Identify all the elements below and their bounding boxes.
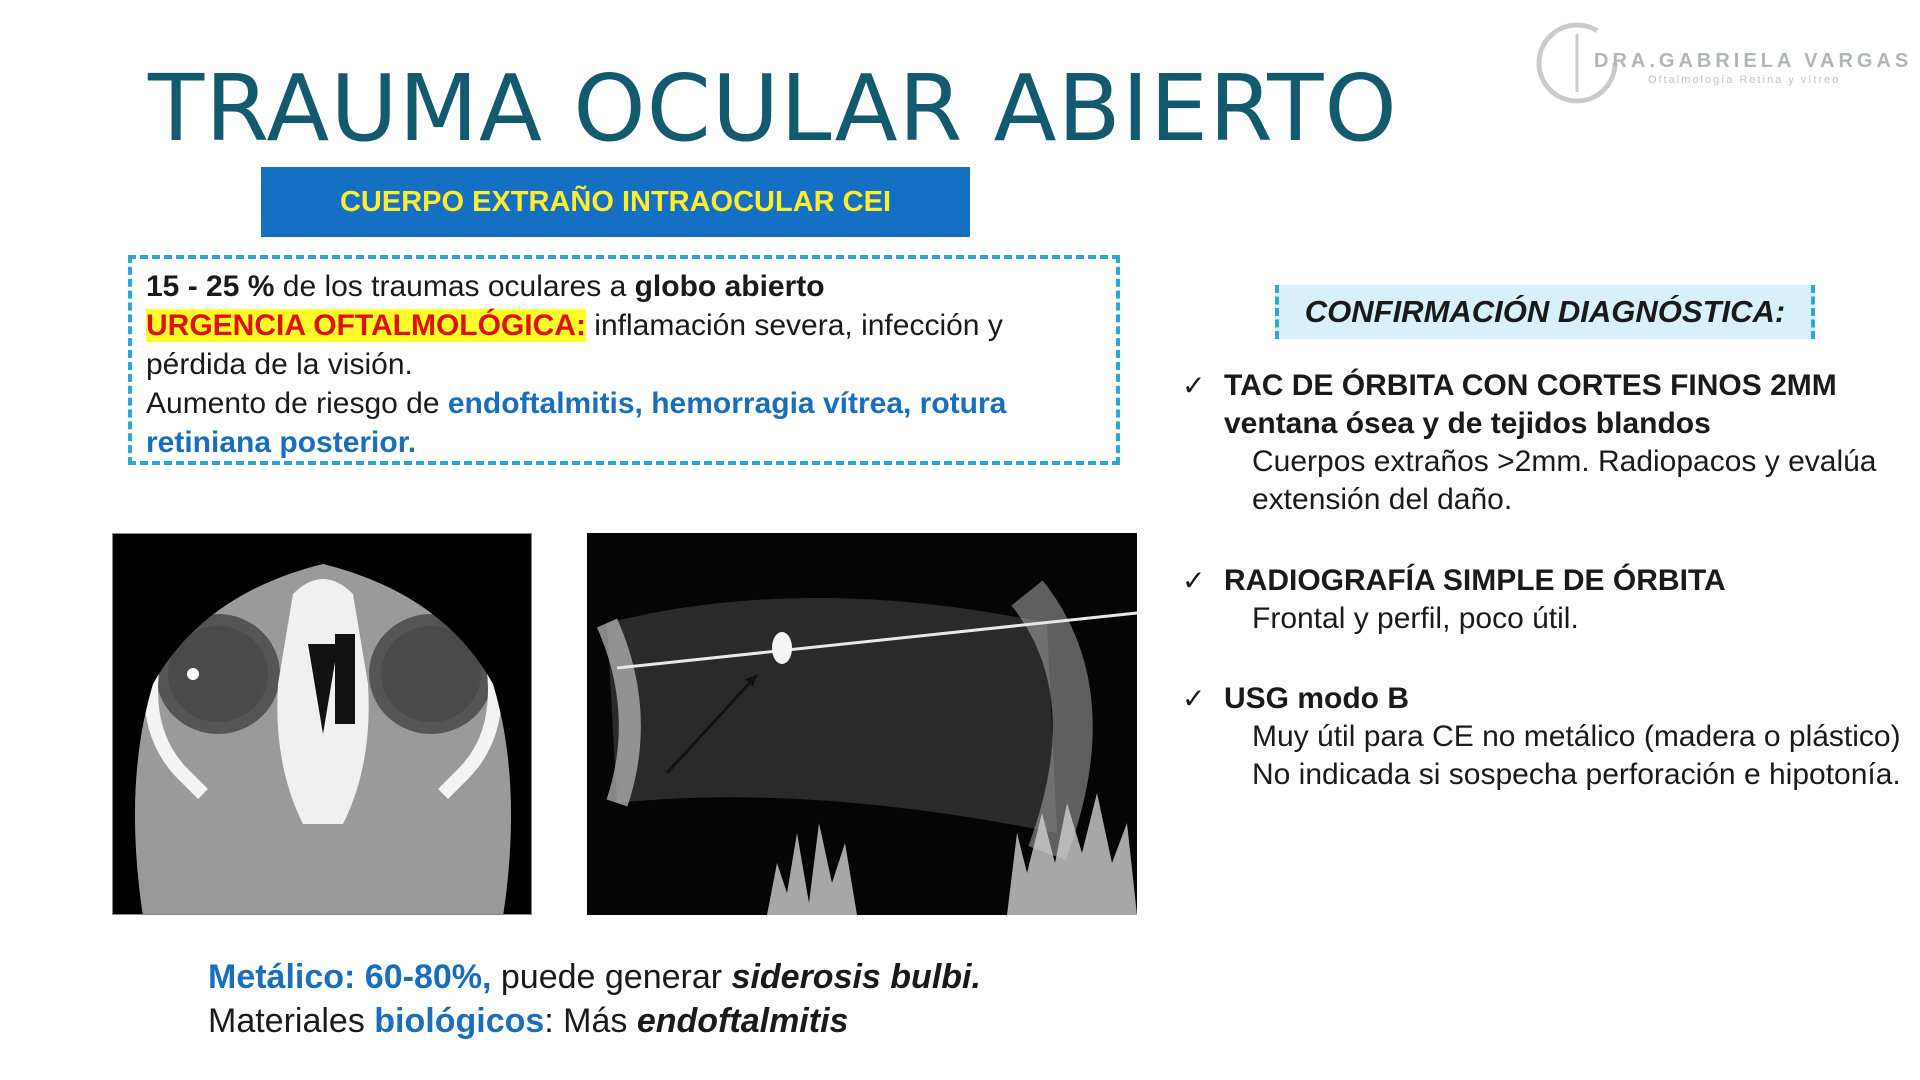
diagnostic-desc: No indicada si sospecha perforación e hipotonía. (1252, 758, 1901, 791)
logo-name: DRA.GABRIELA VARGAS (1594, 50, 1913, 72)
stat-term: globo abierto (634, 270, 825, 303)
diagnostic-head: TAC DE ÓRBITA CON CORTES FINOS 2MM ventana ósea y de tejidos blandos (1224, 369, 1837, 440)
ultrasound-image (587, 533, 1137, 915)
diagnostic-head: USG modo B (1224, 682, 1409, 715)
risk-text: Aumento de riesgo de (146, 387, 448, 420)
info-line-2 (146, 306, 1102, 384)
stat-text: de los traumas oculares a (274, 270, 635, 303)
slide-title: TRAUMA OCULAR ABIERTO (148, 55, 1398, 162)
info-line-1 (146, 267, 1102, 306)
metal-text: puede generar (491, 958, 732, 996)
bio-text-1: Materiales (208, 1002, 375, 1040)
diagnostic-desc: Cuerpos extraños >2mm. Radiopacos y evalúa extensión del daño. (1252, 445, 1877, 516)
urgency-label: URGENCIA OFTALMOLÓGICA: (146, 309, 586, 342)
metal-term: siderosis bulbi. (731, 958, 981, 996)
info-box (128, 255, 1120, 465)
logo-subtitle: Oftalmología Retina y vítreo (1648, 74, 1841, 86)
brand-logo (1530, 18, 1913, 108)
confirm-title: CONFIRMACIÓN DIAGNÓSTICA: (1275, 285, 1815, 339)
diagnostic-head: RADIOGRAFÍA SIMPLE DE ÓRBITA (1224, 564, 1726, 597)
info-line-3 (146, 384, 1102, 462)
stat-percent: 15 - 25 % (146, 270, 275, 303)
diagnostic-item-xray (1182, 562, 1902, 638)
diagnostic-item-ct (1182, 367, 1902, 519)
bio-line (208, 999, 981, 1043)
diagnostic-item-usg (1182, 680, 1902, 794)
risk-items: endoftalmitis, hemorragia vítrea, rotura retiniana posterior. (146, 387, 1007, 459)
subtitle-banner: CUERPO EXTRAÑO INTRAOCULAR CEI (261, 167, 970, 237)
check-icon: ✓ (1182, 683, 1206, 714)
bio-text-2: : Más (544, 1002, 637, 1040)
ct-scan-image (112, 533, 532, 915)
check-icon: ✓ (1182, 370, 1206, 401)
diagnostic-desc: Frontal y perfil, poco útil. (1252, 602, 1579, 635)
bio-label: biológicos (374, 1002, 545, 1040)
bio-term: endoftalmitis (636, 1002, 849, 1040)
urgency-text: inflamación severa, infección y pérdida de la visión. (146, 309, 1003, 381)
diagnostic-desc: Muy útil para CE no metálico (madera o plástico) (1252, 720, 1901, 753)
check-icon: ✓ (1182, 565, 1206, 596)
bottom-notes (208, 955, 981, 1043)
metal-label: Metálico: 60-80%, (208, 958, 492, 996)
metal-line (208, 955, 981, 999)
